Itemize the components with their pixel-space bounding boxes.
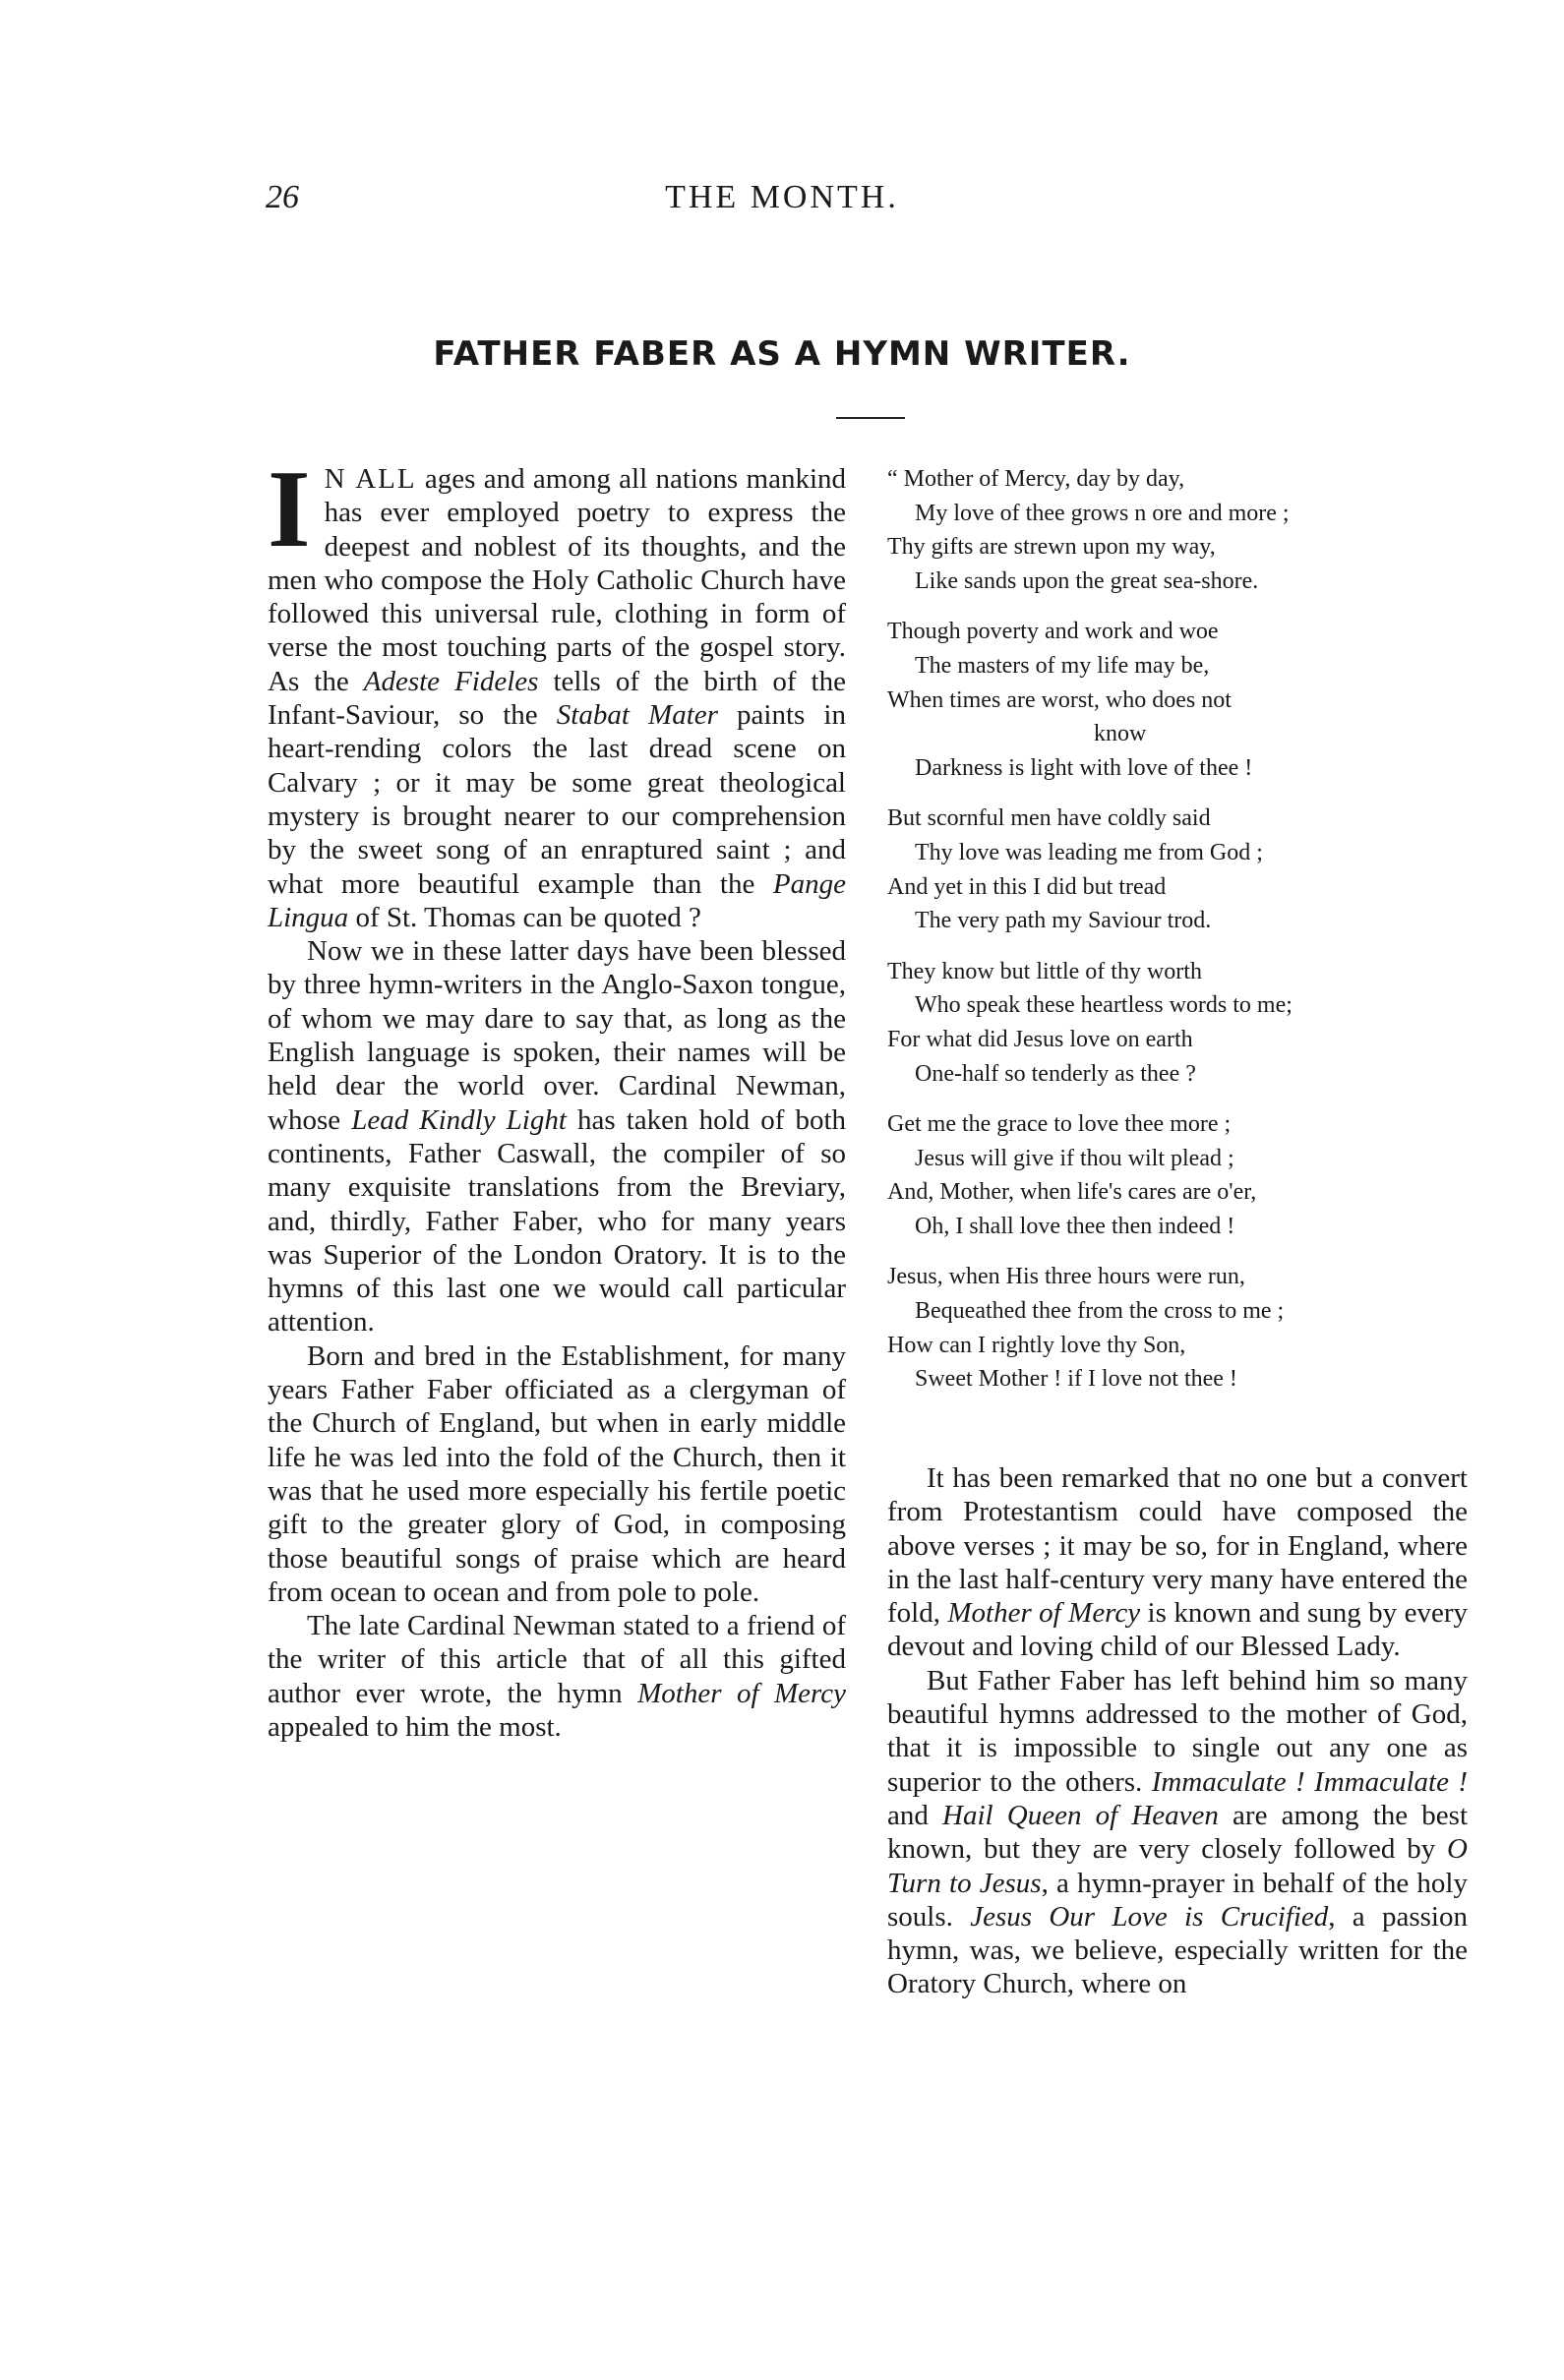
poem-line: The very path my Saviour trod. (915, 908, 1212, 934)
poem-line: The masters of my life may be, (915, 652, 1210, 679)
hymn-title: Jesus Our Love is Crucified (970, 1900, 1329, 1933)
journal-title: THE MONTH. (665, 179, 899, 215)
poem-line: know (1094, 721, 1147, 747)
poem-line: And, Mother, when life's cares are o'er, (887, 1179, 1257, 1206)
text-run: It has been remarked that no one but a convert from Protestantism could have composed the above verses ; it may be so, for in England, where in the last half-century very many have entered the fold, (887, 1462, 1468, 1630)
text-run: has taken hold of both continents, Father Caswall, the compiler of so many exquisite translations from the Breviary, and, thirdly, Father Faber, who for many years was Superior of the London Oratory. It is to the hymns of this last one we would call particular attention. (268, 1103, 846, 1339)
poem-line: They know but little of thy worth (887, 958, 1202, 984)
poem-line: Darkness is light with love of thee ! (915, 754, 1253, 781)
page-number: 26 (266, 179, 299, 215)
poem-line: Sweet Mother ! if I love not thee ! (915, 1366, 1237, 1393)
poem-line: Jesus will give if thou wilt plead ; (915, 1145, 1234, 1171)
left-column (268, 448, 847, 1744)
poem-line: And yet in this I did but tread (887, 873, 1167, 900)
hymn-title: Lead Kindly Light (351, 1103, 567, 1136)
poem-line: Who speak these heartless words to me; (915, 992, 1293, 1019)
hymn-title: Adeste Fideles (363, 665, 539, 697)
stanza-3 (887, 802, 1468, 937)
stanza-1 (887, 462, 1468, 598)
stanza-4 (887, 955, 1468, 1091)
right-column (887, 462, 1468, 1413)
poem-line: Get me the grace to love thee more ; (887, 1111, 1232, 1138)
text-run: paints in heart-rending colors the last dread scene on Calvary ; or it may be some great theological mystery is brought nearer to our comprehension by the sweet song of an enraptured saint ; and what more beautiful example than the (268, 699, 846, 900)
text-run: tells of the birth of the Infant-Saviour, so the (268, 665, 846, 732)
poem-line: But scornful men have coldly said (887, 805, 1211, 832)
hymn-title: Immaculate ! Immaculate ! (1151, 1765, 1468, 1798)
hymn-title: Stabat Mater (556, 699, 718, 732)
hymn-title: Pange Lingua (268, 867, 846, 933)
text-run: , a passion hymn, was, we believe, especially written for the Oratory Church, where on (887, 1900, 1468, 2000)
hymn-title: Hail Queen of Heaven (942, 1799, 1219, 1831)
stanza-6 (887, 1260, 1468, 1396)
text-run: ages and among all nations mankind has ever employed poetry to express the deepest and noblest of its thoughts, and the men who compose the Holy Catholic Church have followed this universal rule, clothing in form of verse the most touching parts of the gospel story. As the (268, 463, 847, 697)
hymn-title: Mother of Mercy (947, 1597, 1141, 1630)
article-title: FATHER FABER AS A HYMN WRITER. (433, 334, 1131, 374)
text-run: and (887, 1799, 943, 1831)
poem-line: “ Mother of Mercy, day by day, (887, 466, 1185, 492)
text-run: appealed to him the most. (268, 1710, 562, 1743)
poem-line: Thy gifts are strewn upon my way, (887, 534, 1216, 561)
text-run: But Father Faber has left behind him so many beautiful hymns addressed to the mother of God, that it is impossible to single out any one as superior to the others. (887, 1664, 1468, 1798)
poem-line: For what did Jesus love on earth (887, 1026, 1193, 1052)
hymn-poem (887, 462, 1468, 1397)
poem-line: Thy love was leading me from God ; (915, 839, 1263, 865)
paragraph-2 (268, 934, 846, 1339)
poem-line: How can I rightly love thy Son, (887, 1332, 1186, 1358)
hymn-title: Mother of Mercy (637, 1677, 846, 1709)
poem-line: When times are worst, who does not (887, 686, 1232, 713)
text-run: is known and sung by every devout and loving child of our Blessed Lady. (887, 1597, 1468, 1663)
poem-line: My love of thee grows n ore and more ; (915, 500, 1290, 526)
text-run: The late Cardinal Newman stated to a friend of the writer of this article that of all this gifted author ever wrote, the hymn (268, 1610, 846, 1709)
paragraph-3: Born and bred in the Establishment, for many years Father Faber officiated as a clergyman of the Church of England, but when in early middle life he was led into the fold of the Church, then it was that he used more especially his fertile poetic gift to the greater glory of God, in composing those beautiful songs of praise which are heard from ocean to ocean and from pole to pole. (268, 1339, 846, 1608)
hymn-title: O Turn to Jesus (887, 1833, 1468, 1899)
poem-line: Though poverty and work and woe (887, 619, 1219, 645)
poem-line: One-half so tenderly as thee ? (915, 1060, 1196, 1087)
title-rule (836, 417, 905, 419)
stanza-5 (887, 1107, 1468, 1243)
paragraph-1 (268, 448, 847, 934)
opening-words: N ALL (324, 463, 417, 495)
right-prose (887, 1461, 1468, 2001)
stanza-2 (887, 615, 1468, 785)
drop-cap: I (268, 448, 311, 570)
paragraph-5 (887, 1461, 1468, 1664)
poem-line: Bequeathed thee from the cross to me ; (915, 1298, 1285, 1325)
paragraph-6 (887, 1664, 1468, 2001)
running-head (0, 179, 1564, 228)
poem-line: Like sands upon the great sea-shore. (915, 567, 1259, 594)
text-run: of St. Thomas can be quoted ? (348, 901, 701, 933)
text-run: Now we in these latter days have been blessed by three hymn-writers in the Anglo-Saxon tongue, of whom we may dare to say that, as long as the English language is spoken, their names will be held dear the world over. Cardinal Newman, whose (268, 935, 846, 1136)
paragraph-4 (268, 1609, 846, 1744)
poem-line: Jesus, when His three hours were run, (887, 1264, 1245, 1290)
text-run: are among the best known, but they are very closely followed by (887, 1799, 1469, 1866)
text-run: , a hymn-prayer in behalf of the holy souls. (887, 1867, 1468, 1933)
poem-line: Oh, I shall love thee then indeed ! (915, 1213, 1235, 1239)
